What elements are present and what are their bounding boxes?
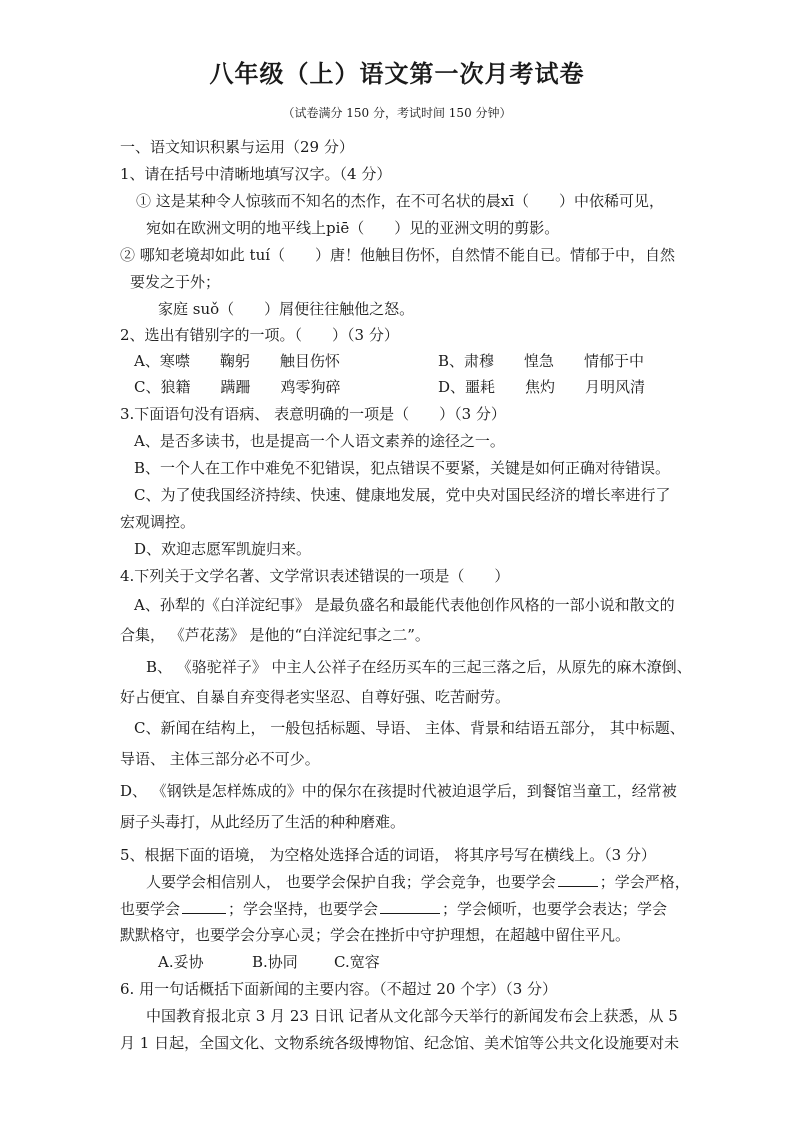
question-1-line: 家庭 suǒ（ ）屑便往往触他之怒。 (158, 300, 415, 318)
option-a: A、寒噤 鞠躬 触目伤怀 (134, 352, 340, 370)
option-c-continued: 导语、 主体三部分必不可少。 (120, 750, 320, 768)
passage-text: ；学会坚持，也要学会 (228, 900, 379, 918)
question-1-stem: 1、请在括号中清晰地填写汉字。（4 分） (120, 165, 392, 183)
choice-c: C.宽容 (334, 953, 380, 971)
question-4-stem: 4.下列关于文学名著、文学常识表述错误的一项是（ ） (120, 567, 510, 585)
question-5-stem: 5、根据下面的语境， 为空格处选择合适的词语， 将其序号写在横线上。（3 分） (120, 846, 656, 864)
option-a: A、孙犁的《白洋淀纪事》 是最负盛名和最能代表他创作风格的一部小说和散文的 (134, 596, 675, 614)
answer-blank[interactable] (380, 897, 440, 914)
answer-blank[interactable] (558, 870, 598, 887)
option-d: D、欢迎志愿军凯旋归来。 (134, 540, 312, 558)
section-heading: 一、语文知识积累与运用（29 分） (120, 138, 354, 156)
option-c: C、狼籍 蹒跚 鸡零狗碎 (134, 378, 341, 396)
passage-line (146, 870, 690, 893)
option-a-continued: 合集， 《芦花荡》 是他的“白洋淀纪事之二”。 (120, 626, 430, 644)
question-6-stem: 6. 用一句话概括下面新闻的主要内容。（不超过 20 个字）（3 分） (120, 980, 558, 998)
question-1-line: ② 哪知老境却如此 tuí（ ）唐！他触目伤怀，自然情不能自已。情郁于中，自然 (120, 246, 676, 264)
option-c: C、为了使我国经济持续、快速、健康地发展，党中央对国民经济的增长率进行了 (134, 486, 671, 504)
passage-text: 也要学会 (120, 900, 181, 918)
exam-subtitle: （试卷满分 150 分，考试时间 150 分钟） (282, 106, 512, 120)
passage-text: ；学会严格， (599, 873, 690, 891)
option-a: A、是否多读书，也是提高一个人语文素养的途径之一。 (134, 432, 505, 450)
passage-line: 默默格守，也要学会分享心灵；学会在挫折中守护理想，在超越中留住平凡。 (120, 926, 631, 944)
option-c: C、新闻在结构上， 一般包括标题、导语、 主体、背景和结语五部分， 其中标题、 (134, 719, 685, 737)
question-1-line: 要发之于外； (130, 273, 221, 291)
option-d-continued: 厨子头毒打，从此经历了生活的种种磨难。 (120, 813, 406, 831)
option-b: B、肃穆 惶急 情郁于中 (438, 352, 645, 370)
question-3-stem: 3.下面语句没有语病、 表意明确的一项是（ ）（3 分） (120, 405, 506, 423)
option-c-continued: 宏观调控。 (120, 513, 196, 531)
question-1-line: 宛如在欧洲文明的地平线上piē（ ）见的亚洲文明的剪影。 (146, 219, 560, 237)
option-b: B、一个人在工作中难免不犯错误，犯点错误不要紧，关键是如何正确对待错误。 (134, 459, 671, 477)
exam-title: 八年级（上）语文第一次月考试卷 (209, 59, 585, 88)
answer-blank[interactable] (182, 897, 226, 914)
news-line: 中国教育报北京 3 月 23 日讯 记者从文化部今天举行的新闻发布会上获悉，从 5 (146, 1007, 678, 1025)
choice-b: B.协同 (252, 953, 298, 971)
option-d: D、 《钢铁是怎样炼成的》中的保尔在孩提时代被迫退学后，到餐馆当童工，经常被 (120, 782, 677, 800)
choice-a: A.妥协 (158, 953, 204, 971)
question-2-stem: 2、选出有错别字的一项。（ ）（3 分） (120, 326, 399, 344)
passage-text: 人要学会相信别人， 也要学会保护自我；学会竞争，也要学会 (146, 873, 556, 891)
passage-text: ；学会倾听，也要学会表达；学会 (442, 900, 668, 918)
option-d: D、噩耗 焦灼 月明风清 (438, 378, 646, 396)
option-b-continued: 好占便宜、自暴自弃变得老实坚忍、自尊好强、吃苦耐劳。 (120, 688, 511, 706)
news-line: 月 1 日起，全国文化、文物系统各级博物馆、纪念馆、美术馆等公共文化设施要对未 (120, 1034, 680, 1052)
option-b: B、 《骆驼祥子》 中主人公祥子在经历买车的三起三落之后，从原先的麻木潦倒、 (146, 658, 692, 676)
question-1-line: ① 这是某种令人惊骇而不知名的杰作，在不可名状的晨xī（ ）中依稀可见， (136, 192, 665, 210)
passage-line (120, 897, 667, 920)
